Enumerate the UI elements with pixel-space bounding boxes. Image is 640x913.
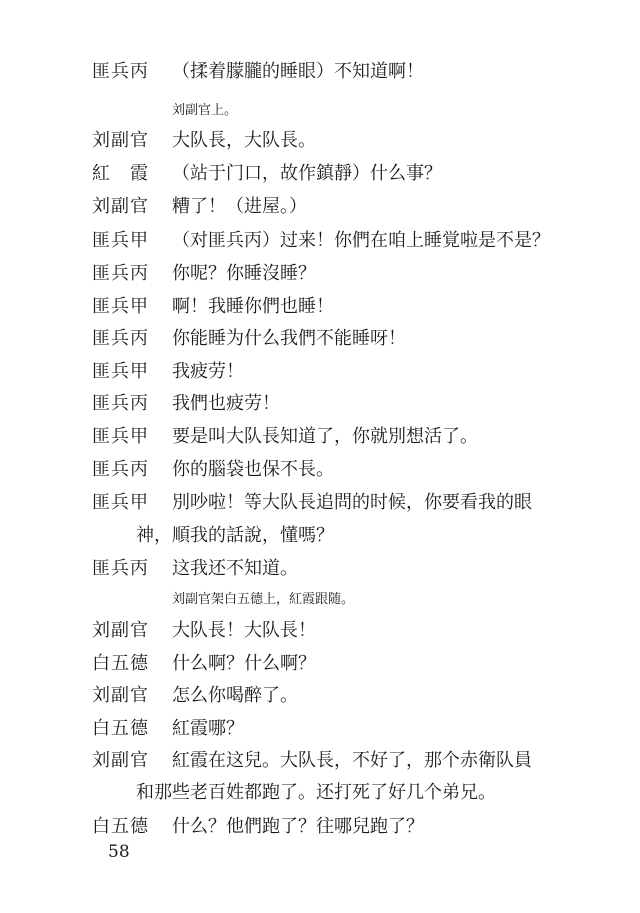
dialogue-line <box>92 226 600 256</box>
dialogue-line <box>92 357 600 387</box>
dialogue-line <box>92 57 600 87</box>
speaker-name: 匪兵丙 <box>92 393 149 414</box>
dialogue-line <box>92 192 600 222</box>
dialogue-line <box>92 126 600 156</box>
speech-text: 要是叫大队長知道了，你就別想活了。 <box>172 426 478 447</box>
speech-text: 什么啊？什么啊？ <box>172 653 316 674</box>
speech-text: 啊！我睡你們也睡！ <box>172 296 334 317</box>
speaker-name: 刘副官 <box>92 130 149 151</box>
dialogue-line <box>92 649 600 679</box>
speech-text: 你呢？你睡沒睡？ <box>172 263 316 284</box>
dialogue-line <box>92 554 600 584</box>
dialogue-line <box>92 422 600 452</box>
speech-text: 怎么你喝醉了。 <box>172 685 298 706</box>
speech-text: 糟了！（进屋。） <box>172 196 307 217</box>
dialogue-line <box>92 616 600 646</box>
dialogue-line <box>92 259 600 289</box>
dialogue-line <box>92 292 600 322</box>
dialogue-continuation <box>92 778 600 808</box>
dialogue-line <box>92 746 600 776</box>
speaker-name: 匪兵甲 <box>92 426 149 447</box>
speech-text: 大队長，大队長。 <box>172 130 316 151</box>
dialogue-line <box>92 681 600 711</box>
speech-text: 紅霞在这兒。大队長，不好了，那个赤衛队員 <box>172 750 532 771</box>
speaker-name: 紅 霞 <box>92 163 149 184</box>
speaker-name: 匪兵甲 <box>92 361 149 382</box>
speaker-name: 匪兵丙 <box>92 558 149 579</box>
dialogue-continuation <box>92 521 600 551</box>
continuation-text: 和那些老百姓都跑了。还打死了好几个弟兄。 <box>136 782 496 803</box>
speaker-name: 白五德 <box>92 653 149 674</box>
continuation-text: 神，順我的話說，懂嗎？ <box>136 525 334 546</box>
speech-text: 你能睡为什么我們不能睡呀！ <box>172 328 406 349</box>
speaker-name: 匪兵丙 <box>92 459 149 480</box>
speech-text: （对匪兵丙）过来！你們在咱上睡覚啦是不是？ <box>172 230 550 251</box>
stage-direction <box>92 96 600 126</box>
stage-direction-text: 刘副官架白五德上，紅霞跟随。 <box>172 592 355 607</box>
dialogue-line <box>92 714 600 744</box>
speaker-name: 白五德 <box>92 816 149 837</box>
speech-text: 这我还不知道。 <box>172 558 298 579</box>
speech-text: 什么？他們跑了？往哪兒跑了？ <box>172 816 424 837</box>
speaker-name: 匪兵丙 <box>92 61 149 82</box>
dialogue-line <box>92 159 600 189</box>
stage-direction-text: 刘副官上。 <box>172 103 238 118</box>
page-number: 58 <box>108 842 130 862</box>
speaker-name: 刘副官 <box>92 750 149 771</box>
speaker-name: 匪兵甲 <box>92 296 149 317</box>
speaker-name: 刘副官 <box>92 196 149 217</box>
dialogue-line <box>92 324 600 354</box>
speech-text: 我疲劳！ <box>172 361 244 382</box>
speaker-name: 匪兵甲 <box>92 492 149 513</box>
speech-text: （揉着朦朧的睡眼）不知道啊！ <box>172 61 424 82</box>
dialogue-line <box>92 389 600 419</box>
speaker-name: 白五德 <box>92 718 149 739</box>
speech-text: 紅霞哪？ <box>172 718 244 739</box>
speech-text: 我們也疲劳！ <box>172 393 280 414</box>
dialogue-line <box>92 812 600 842</box>
speaker-name: 刘副官 <box>92 620 149 641</box>
speaker-name: 匪兵丙 <box>92 263 149 284</box>
speaker-name: 匪兵丙 <box>92 328 149 349</box>
speech-text: 你的腦袋也保不長。 <box>172 459 334 480</box>
speaker-name: 匪兵甲 <box>92 230 149 251</box>
speaker-name: 刘副官 <box>92 685 149 706</box>
dialogue-line <box>92 488 600 518</box>
speech-text: 大队長！大队長！ <box>172 620 316 641</box>
speech-text: 別吵啦！等大队長追問的时候，你要看我的眼 <box>172 492 532 513</box>
stage-direction <box>92 585 600 615</box>
speech-text: （站于门口，故作鎮靜）什么事？ <box>172 163 442 184</box>
dialogue-line <box>92 455 600 485</box>
